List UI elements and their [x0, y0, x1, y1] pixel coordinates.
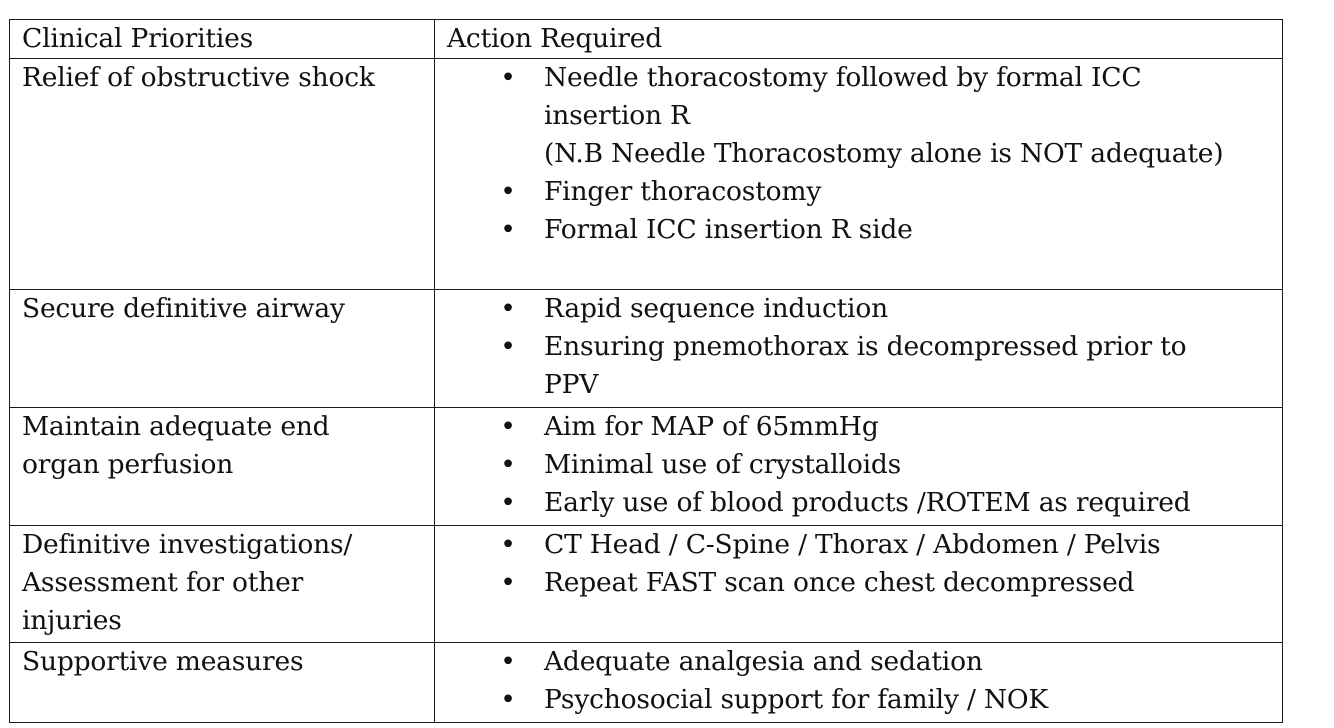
action-item: [435, 328, 1282, 404]
table-row: [10, 290, 1283, 408]
priority-cell: [10, 526, 435, 643]
priority-text: Maintain adequate end: [22, 411, 330, 442]
action-list: [435, 526, 1282, 602]
action-text: Aim for MAP of 65mmHg: [544, 411, 879, 442]
bullet-icon: •: [500, 567, 516, 598]
bullet-icon: •: [500, 646, 516, 677]
action-item: [435, 484, 1282, 522]
bullet-icon: •: [500, 214, 516, 245]
action-text: (N.B Needle Thoracostomy alone is NOT adequate): [544, 138, 1224, 169]
clinical-priorities-table: [9, 19, 1283, 723]
action-item: [435, 173, 1282, 211]
bullet-icon: •: [500, 449, 516, 480]
bullet-icon: •: [500, 684, 516, 715]
action-item: [435, 408, 1282, 446]
action-text: Early use of blood products /ROTEM as required: [544, 487, 1191, 518]
action-cell: [435, 408, 1283, 526]
action-text: Adequate analgesia and sedation: [544, 646, 983, 677]
action-text: Finger thoracostomy: [544, 176, 822, 207]
action-text: Formal ICC insertion R side: [544, 214, 913, 245]
action-list: [435, 59, 1282, 249]
action-text: Ensuring pnemothorax is decompressed prior to: [544, 331, 1187, 362]
bullet-icon: •: [500, 176, 516, 207]
action-text: Minimal use of crystalloids: [544, 449, 902, 480]
action-item: [435, 564, 1282, 602]
action-item: [435, 643, 1282, 681]
action-text: Psychosocial support for family / NOK: [544, 684, 1049, 715]
priority-text: Definitive investigations/: [22, 529, 353, 560]
bullet-icon: •: [500, 411, 516, 442]
priority-cell: [10, 408, 435, 526]
action-item: [435, 59, 1282, 173]
action-item: [435, 290, 1282, 328]
action-list: [435, 643, 1282, 719]
table-row: [10, 526, 1283, 643]
action-text: CT Head / C-Spine / Thorax / Abdomen / Pelvis: [544, 529, 1161, 560]
bullet-icon: •: [500, 529, 516, 560]
table-header-row: [10, 20, 1283, 59]
action-list: [435, 290, 1282, 404]
priority-cell: Relief of obstructive shock: [10, 59, 435, 290]
table-row: [10, 408, 1283, 526]
priority-text: organ perfusion: [22, 449, 234, 480]
bullet-icon: •: [500, 487, 516, 518]
action-item: [435, 526, 1282, 564]
action-text: Repeat FAST scan once chest decompressed: [544, 567, 1135, 598]
table-row: [10, 643, 1283, 723]
bullet-icon: •: [500, 293, 516, 324]
action-text: Needle thoracostomy followed by formal ICC: [544, 62, 1142, 93]
priority-text: injuries: [22, 605, 122, 636]
bullet-icon: •: [500, 62, 516, 93]
priority-cell: Secure definitive airway: [10, 290, 435, 408]
action-text: Rapid sequence induction: [544, 293, 888, 324]
action-cell: [435, 643, 1283, 723]
action-item: [435, 211, 1282, 249]
action-item: [435, 681, 1282, 719]
header-action-required: Action Required: [435, 20, 1283, 59]
action-cell: [435, 526, 1283, 643]
header-clinical-priorities: Clinical Priorities: [10, 20, 435, 59]
table-row: [10, 59, 1283, 290]
priority-cell: Supportive measures: [10, 643, 435, 723]
action-list: [435, 408, 1282, 522]
action-text: PPV: [544, 369, 599, 400]
action-item: [435, 446, 1282, 484]
priority-text: Assessment for other: [22, 567, 304, 598]
action-cell: [435, 290, 1283, 408]
bullet-icon: •: [500, 331, 516, 362]
action-cell: [435, 59, 1283, 290]
action-text: insertion R: [544, 100, 690, 131]
